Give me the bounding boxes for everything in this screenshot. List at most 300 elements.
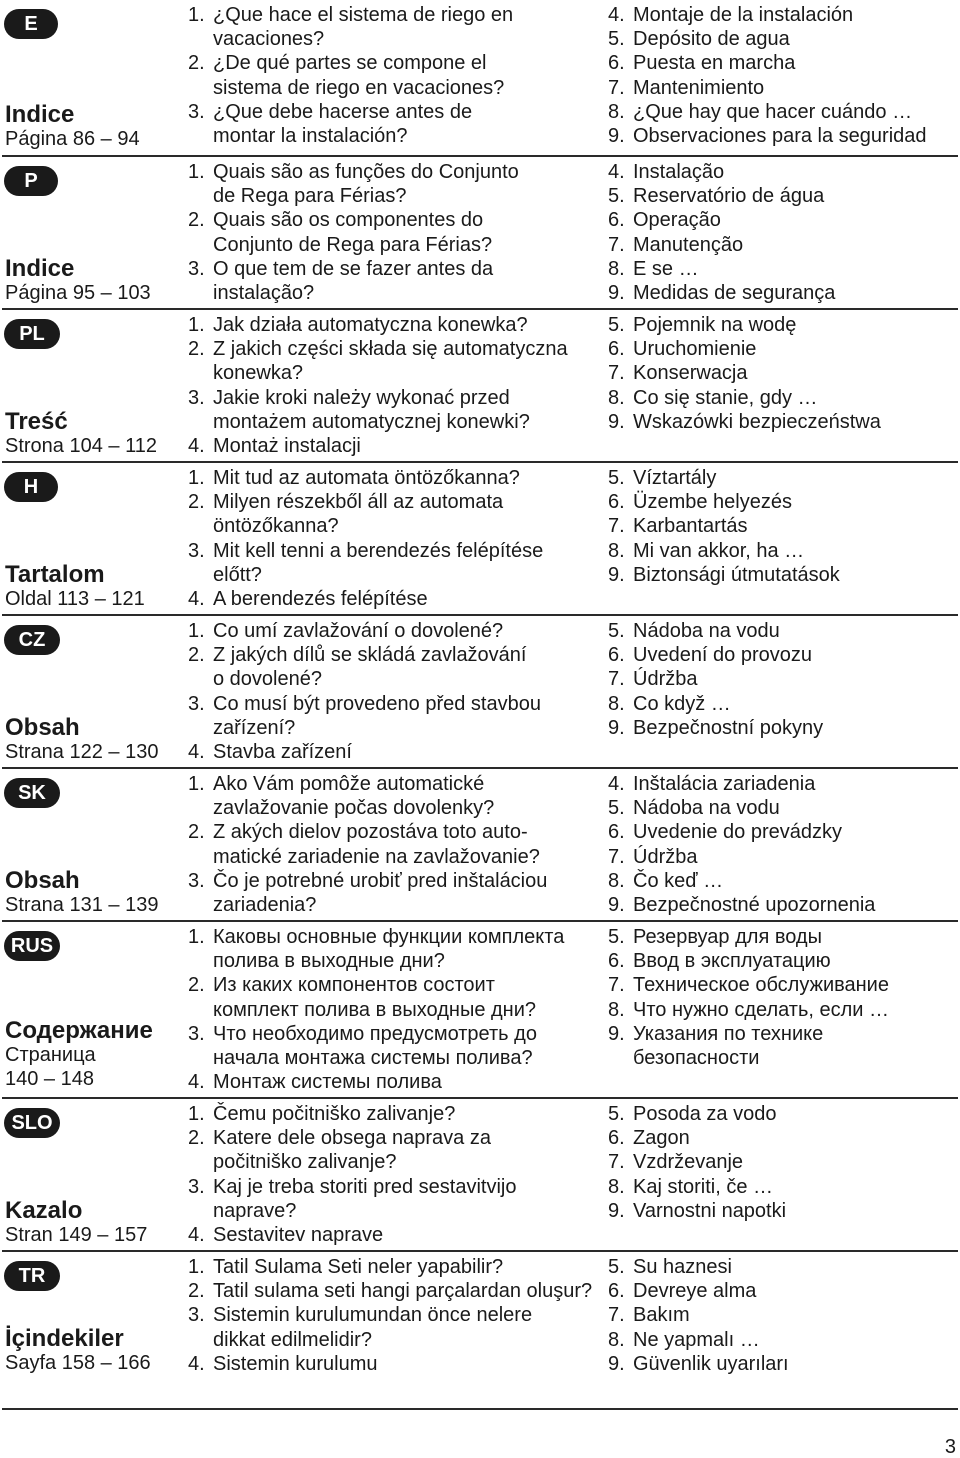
entry-number: 4. (188, 588, 205, 611)
entry-number: 4. (608, 773, 625, 795)
entry-number: 1. (188, 620, 205, 642)
entry-text: Указания по технике безопасности (633, 1022, 824, 1070)
toc-entry (188, 1279, 608, 1303)
entry-text: Jakie kroki należy wykonać przed montażem automatycznej konewki? (213, 386, 530, 433)
entry-text: O que tem de se fazer antes da instalação? (213, 257, 494, 305)
toc-entry (188, 1175, 608, 1223)
toc-entry (608, 1199, 960, 1223)
entry-text: Čo je potrebné urobiť pred inštaláciou zariadenia? (213, 869, 548, 917)
entry-text: Mantenimiento (633, 76, 765, 99)
toc-entry (188, 1126, 608, 1174)
entry-number: 7. (608, 974, 625, 997)
entry-number: 9. (608, 1352, 625, 1375)
toc-entry (608, 184, 960, 208)
entry-number: 9. (608, 1199, 625, 1222)
entry-text: Inštalácia zariadenia (633, 773, 816, 795)
entry-text: Varnostni napotki (633, 1199, 787, 1222)
toc-column-right (608, 619, 960, 740)
entry-number: 5. (608, 185, 625, 208)
toc-entry (188, 1255, 608, 1279)
toc-entry (188, 466, 608, 490)
entry-text: Devreye alma (633, 1280, 757, 1303)
toc-entry (608, 619, 960, 643)
toc-entry (188, 160, 608, 208)
entry-number: 9. (608, 125, 625, 148)
entry-text: Bezpečnostní pokyny (633, 716, 824, 739)
toc-entry (608, 361, 960, 385)
entry-text: Tatil Sulama Seti neler yapabilir? (213, 1256, 504, 1278)
section-divider (2, 1097, 958, 1099)
entry-text: Depósito de agua (633, 28, 790, 51)
language-badge: PL (4, 319, 60, 349)
section-title: Obsah (5, 714, 80, 741)
toc-entry (188, 973, 608, 1021)
entry-number: 5. (608, 28, 625, 51)
entry-text: ¿De qué partes se compone el sistema de riego en vacaciones? (213, 52, 505, 99)
entry-text: Güvenlik uyarıları (633, 1352, 789, 1375)
entry-text: Z jakich części składa się automatyczna konewka? (213, 338, 568, 385)
entry-text: Üzembe helyezés (633, 491, 792, 514)
entry-number: 6. (608, 209, 625, 232)
language-badge: SLO (4, 1108, 60, 1138)
toc-entry (608, 796, 960, 820)
entry-text: Biztonsági útmutatások (633, 563, 840, 586)
entry-text: Co umí zavlažování o dovolené? (213, 620, 504, 642)
entry-number: 8. (608, 257, 625, 280)
toc-entry (608, 1022, 960, 1070)
language-badge: E (4, 9, 58, 39)
toc-entry (188, 692, 608, 740)
entry-text: Jak działa automatyczna konewka? (213, 314, 528, 336)
entry-text: Co když … (633, 692, 731, 715)
entry-text: Sistemin kurulumundan önce nelere dikkat edilmelidir? (213, 1304, 533, 1351)
page-range: Stran 149 – 157 (5, 1224, 148, 1246)
entry-text: Manutenção (633, 233, 744, 256)
toc-entry (188, 386, 608, 434)
toc-entry (188, 434, 608, 458)
entry-number: 3. (188, 539, 205, 562)
language-badge: TR (4, 1261, 60, 1291)
section-title: Kazalo (5, 1197, 83, 1224)
entry-text: Что нужно сделать, если … (633, 998, 890, 1021)
entry-text: Puesta en marcha (633, 52, 796, 75)
entry-text: Pojemnik na wodę (633, 314, 797, 336)
toc-column-left (188, 313, 608, 458)
toc-section-tr (0, 1255, 960, 1415)
toc-entry (608, 76, 960, 100)
entry-text: Su haznesi (633, 1256, 732, 1278)
entry-text: Mit tud az automata öntözőkanna? (213, 467, 520, 489)
toc-entry (608, 949, 960, 973)
entry-number: 7. (608, 1151, 625, 1174)
entry-number: 4. (188, 1352, 205, 1375)
entry-text: Nádoba na vodu (633, 620, 780, 642)
entry-number: 4. (188, 1224, 205, 1247)
language-badge: P (4, 166, 58, 196)
toc-entry (188, 257, 608, 305)
entry-number: 6. (608, 644, 625, 667)
entry-text: Kaj storiti, če … (633, 1175, 774, 1198)
entry-number: 2. (188, 1127, 205, 1150)
toc-entry (608, 539, 960, 563)
section-divider (2, 308, 958, 310)
entry-number: 8. (608, 386, 625, 409)
entry-number: 6. (608, 950, 625, 973)
toc-column-left (188, 925, 608, 1094)
entry-number: 5. (608, 1256, 625, 1278)
toc-entry (188, 208, 608, 256)
entry-text: Резервуар для воды (633, 926, 822, 948)
toc-column-right (608, 1102, 960, 1223)
toc-entry (188, 313, 608, 337)
entry-text: ¿Que debe hacerse antes de montar la instalación? (213, 100, 473, 148)
entry-text: Sistemin kurulumu (213, 1352, 378, 1375)
entry-text: Karbantartás (633, 515, 748, 538)
section-divider (2, 461, 958, 463)
entry-number: 1. (188, 467, 205, 489)
toc-entry (608, 514, 960, 538)
toc-entry (608, 998, 960, 1022)
toc-entry (188, 587, 608, 611)
entry-text: Čemu počitniško zalivanje? (213, 1103, 456, 1125)
toc-column-right (608, 772, 960, 917)
toc-entry (188, 3, 608, 51)
entry-text: Техническое обслуживание (633, 974, 889, 997)
entry-number: 7. (608, 668, 625, 691)
entry-number: 1. (188, 1256, 205, 1278)
entry-number: 1. (188, 161, 205, 183)
toc-entry (608, 313, 960, 337)
entry-number: 2. (188, 1280, 205, 1303)
toc-entry (188, 1022, 608, 1070)
entry-number: 3. (188, 1175, 205, 1198)
entry-number: 2. (188, 821, 205, 844)
toc-column-left (188, 3, 608, 148)
entry-number: 3. (188, 257, 205, 280)
entry-number: 4. (608, 4, 625, 26)
entry-text: Montaż instalacji (213, 435, 361, 458)
toc-entry (608, 1150, 960, 1174)
page-range: Страница 140 – 148 (5, 1044, 96, 1090)
toc-entry (608, 692, 960, 716)
toc-column-left (188, 772, 608, 917)
page-range: Strana 122 – 130 (5, 741, 159, 763)
entry-text: Co musí být provedeno před stavbou zařízení? (213, 692, 541, 739)
entry-text: Instalação (633, 161, 725, 183)
language-badge: H (4, 472, 58, 502)
toc-entry (608, 973, 960, 997)
toc-column-left (188, 466, 608, 611)
entry-number: 9. (608, 282, 625, 305)
toc-entry (188, 1070, 608, 1094)
entry-number: 9. (608, 410, 625, 433)
toc-entry (608, 160, 960, 184)
toc-entry (188, 740, 608, 764)
toc-entry (608, 772, 960, 796)
entry-number: 5. (608, 314, 625, 336)
entry-text: Что необходимо предусмотреть до начала монтажа системы полива? (213, 1022, 537, 1070)
section-title: Tartalom (5, 561, 105, 588)
toc-entry (608, 124, 960, 148)
entry-text: Údržba (633, 845, 698, 868)
entry-text: Čo keď … (633, 869, 724, 892)
toc-entry (608, 386, 960, 410)
entry-text: Reservatório de água (633, 185, 825, 208)
entry-number: 6. (608, 491, 625, 514)
entry-text: Ввод в эксплуатацию (633, 950, 831, 973)
entry-text: Katere dele obsega naprava za počitniško zalivanje? (213, 1127, 491, 1174)
page-number: 3 (944, 1436, 956, 1458)
entry-text: Zagon (633, 1127, 690, 1150)
page-range: Sayfa 158 – 166 (5, 1352, 151, 1374)
section-title: İçindekiler (5, 1325, 124, 1352)
entry-number: 4. (608, 161, 625, 183)
entry-number: 3. (188, 386, 205, 409)
entry-text: ¿Que hace el sistema de riego en vacaciones? (213, 4, 514, 51)
section-divider (2, 155, 958, 157)
toc-entry (608, 1255, 960, 1279)
entry-text: Vzdrževanje (633, 1151, 744, 1174)
entry-number: 1. (188, 926, 205, 948)
entry-text: Mi van akkor, ha … (633, 539, 805, 562)
entry-number: 8. (608, 1328, 625, 1351)
entry-number: 3. (188, 869, 205, 892)
entry-number: 2. (188, 974, 205, 997)
toc-entry (608, 490, 960, 514)
entry-number: 7. (608, 76, 625, 99)
entry-number: 7. (608, 845, 625, 868)
toc-column-left (188, 1255, 608, 1376)
entry-number: 6. (608, 52, 625, 75)
entry-number: 9. (608, 1022, 625, 1045)
entry-number: 2. (188, 338, 205, 361)
entry-text: Co się stanie, gdy … (633, 386, 818, 409)
entry-number: 9. (608, 716, 625, 739)
entry-number: 5. (608, 620, 625, 642)
toc-entry (608, 563, 960, 587)
language-badge: SK (4, 778, 60, 808)
entry-number: 5. (608, 797, 625, 820)
entry-number: 6. (608, 1280, 625, 1303)
entry-text: Kaj je treba storiti pred sestavitvijo naprave? (213, 1175, 517, 1222)
page-range: Strona 104 – 112 (5, 435, 157, 457)
entry-number: 4. (188, 435, 205, 458)
entry-number: 8. (608, 692, 625, 715)
entry-number: 3. (188, 692, 205, 715)
entry-text: Údržba (633, 668, 698, 691)
toc-section-pl (0, 313, 960, 473)
entry-number: 1. (188, 314, 205, 336)
section-divider (2, 1250, 958, 1252)
toc-column-right (608, 466, 960, 587)
toc-entry (188, 643, 608, 691)
page-range: Strana 131 – 139 (5, 894, 159, 916)
section-divider (2, 614, 958, 616)
entry-text: Bakım (633, 1304, 690, 1327)
toc-entry (608, 643, 960, 667)
toc-section-h (0, 466, 960, 626)
toc-column-left (188, 160, 608, 305)
toc-entry (188, 925, 608, 973)
toc-entry (608, 100, 960, 124)
entry-number: 1. (188, 4, 205, 26)
entry-text: Uvedenie do prevádzky (633, 821, 843, 844)
entry-text: Milyen részekből áll az automata öntözőkanna? (213, 491, 504, 538)
entry-number: 2. (188, 644, 205, 667)
toc-entry (608, 51, 960, 75)
entry-text: Montaje de la instalación (633, 4, 854, 26)
toc-entry (608, 667, 960, 691)
toc-entry (188, 772, 608, 820)
entry-text: Operação (633, 209, 721, 232)
entry-number: 6. (608, 338, 625, 361)
toc-entry (608, 1175, 960, 1199)
toc-entry (188, 1303, 608, 1351)
toc-entry (188, 51, 608, 99)
entry-number: 3. (188, 100, 205, 123)
entry-text: E se … (633, 257, 699, 280)
entry-text: Nádoba na vodu (633, 797, 780, 820)
toc-column-left (188, 1102, 608, 1247)
language-badge: RUS (4, 931, 60, 961)
section-divider (2, 920, 958, 922)
toc-entry (608, 257, 960, 281)
entry-text: A berendezés felépítése (213, 588, 428, 611)
entry-text: Konserwacja (633, 362, 748, 385)
page-range: Página 95 – 103 (5, 282, 151, 304)
page-range: Página 86 – 94 (5, 128, 140, 150)
entry-text: Bezpečnostné upozornenia (633, 894, 876, 917)
entry-number: 7. (608, 362, 625, 385)
section-title: Indice (5, 255, 75, 282)
toc-section-slo (0, 1102, 960, 1262)
entry-text: Из каких компонентов состоит комплект полива в выходные дни? (213, 974, 537, 1021)
entry-text: Stavba zařízení (213, 741, 352, 764)
toc-entry (188, 1223, 608, 1247)
toc-entry (608, 893, 960, 917)
toc-entry (608, 820, 960, 844)
entry-text: Tatil sulama seti hangi parçalardan oluşur? (213, 1280, 593, 1303)
toc-entry (608, 337, 960, 361)
toc-column-left (188, 619, 608, 764)
page-range: Oldal 113 – 121 (5, 588, 145, 610)
entry-number: 3. (188, 1304, 205, 1327)
entry-number: 4. (188, 741, 205, 764)
toc-section-cz (0, 619, 960, 779)
section-divider (2, 767, 958, 769)
entry-text: Observaciones para la seguridad (633, 125, 927, 148)
toc-entry (188, 337, 608, 385)
entry-text: Mit kell tenni a berendezés felépítése előtt? (213, 539, 544, 586)
entry-text: Medidas de segurança (633, 282, 836, 305)
entry-number: 2. (188, 52, 205, 75)
entry-number: 9. (608, 894, 625, 917)
entry-text: Ako Vám pomôže automatické zavlažovanie počas dovolenky? (213, 773, 495, 820)
entry-text: Ne yapmalı … (633, 1328, 760, 1351)
toc-entry (608, 869, 960, 893)
entry-text: Quais são as funções do Conjunto de Rega para Férias? (213, 161, 519, 208)
toc-entry (188, 1102, 608, 1126)
toc-entry (608, 1126, 960, 1150)
entry-number: 5. (608, 926, 625, 948)
section-title: Obsah (5, 867, 80, 894)
toc-column-right (608, 160, 960, 305)
toc-column-right (608, 313, 960, 434)
toc-entry (608, 1102, 960, 1126)
entry-text: Víztartály (633, 467, 717, 489)
toc-section-e (0, 3, 960, 163)
toc-entry (188, 490, 608, 538)
entry-number: 7. (608, 233, 625, 256)
entry-number: 8. (608, 100, 625, 123)
entry-number: 8. (608, 998, 625, 1021)
entry-number: 8. (608, 539, 625, 562)
toc-entry (608, 845, 960, 869)
entry-number: 1. (188, 773, 205, 795)
toc-entry (188, 1352, 608, 1376)
entry-number: 2. (188, 209, 205, 232)
section-title: Treść (5, 408, 68, 435)
entry-number: 3. (188, 1022, 205, 1045)
entry-number: 7. (608, 515, 625, 538)
entry-text: Quais são os componentes do Conjunto de Rega para Férias? (213, 209, 493, 256)
entry-text: Posoda za vodo (633, 1103, 777, 1125)
toc-entry (608, 281, 960, 305)
toc-column-right (608, 3, 960, 148)
toc-column-right (608, 925, 960, 1070)
entry-number: 6. (608, 821, 625, 844)
toc-section-rus (0, 925, 960, 1094)
entry-number: 1. (188, 1103, 205, 1125)
entry-number: 4. (188, 1071, 205, 1094)
toc-entry (608, 3, 960, 27)
entry-number: 7. (608, 1304, 625, 1327)
entry-number: 8. (608, 1175, 625, 1198)
entry-text: Wskazówki bezpieczeństwa (633, 410, 881, 433)
entry-text: Z jakých dílů se skládá zavlažování o dovolené? (213, 644, 527, 691)
entry-text: Uvedení do provozu (633, 644, 813, 667)
language-badge: CZ (4, 625, 60, 655)
entry-text: Каковы основные функции комплекта полива в выходные дни? (213, 926, 565, 973)
section-title: Indice (5, 101, 75, 128)
toc-entry (608, 410, 960, 434)
toc-entry (188, 539, 608, 587)
toc-entry (188, 820, 608, 868)
toc-entry (608, 1352, 960, 1376)
toc-entry (608, 1328, 960, 1352)
toc-entry (608, 1303, 960, 1327)
toc-entry (188, 869, 608, 917)
entry-number: 8. (608, 869, 625, 892)
entry-text: Z akých dielov pozostáva toto auto- matické zariadenie na zavlažovanie? (213, 821, 540, 868)
section-divider (2, 1408, 958, 1410)
toc-entry (608, 233, 960, 257)
toc-entry (608, 27, 960, 51)
toc-entry (608, 925, 960, 949)
toc-entry (608, 466, 960, 490)
toc-entry (188, 100, 608, 148)
entry-text: Uruchomienie (633, 338, 757, 361)
entry-number: 2. (188, 491, 205, 514)
toc-column-right (608, 1255, 960, 1376)
toc-entry (608, 716, 960, 740)
entry-text: Sestavitev naprave (213, 1224, 384, 1247)
toc-section-p (0, 160, 960, 320)
section-title: Содержание (5, 1017, 153, 1044)
entry-text: ¿Que hay que hacer cuándo … (633, 100, 913, 123)
entry-text: Монтаж системы полива (213, 1071, 442, 1094)
entry-number: 6. (608, 1127, 625, 1150)
